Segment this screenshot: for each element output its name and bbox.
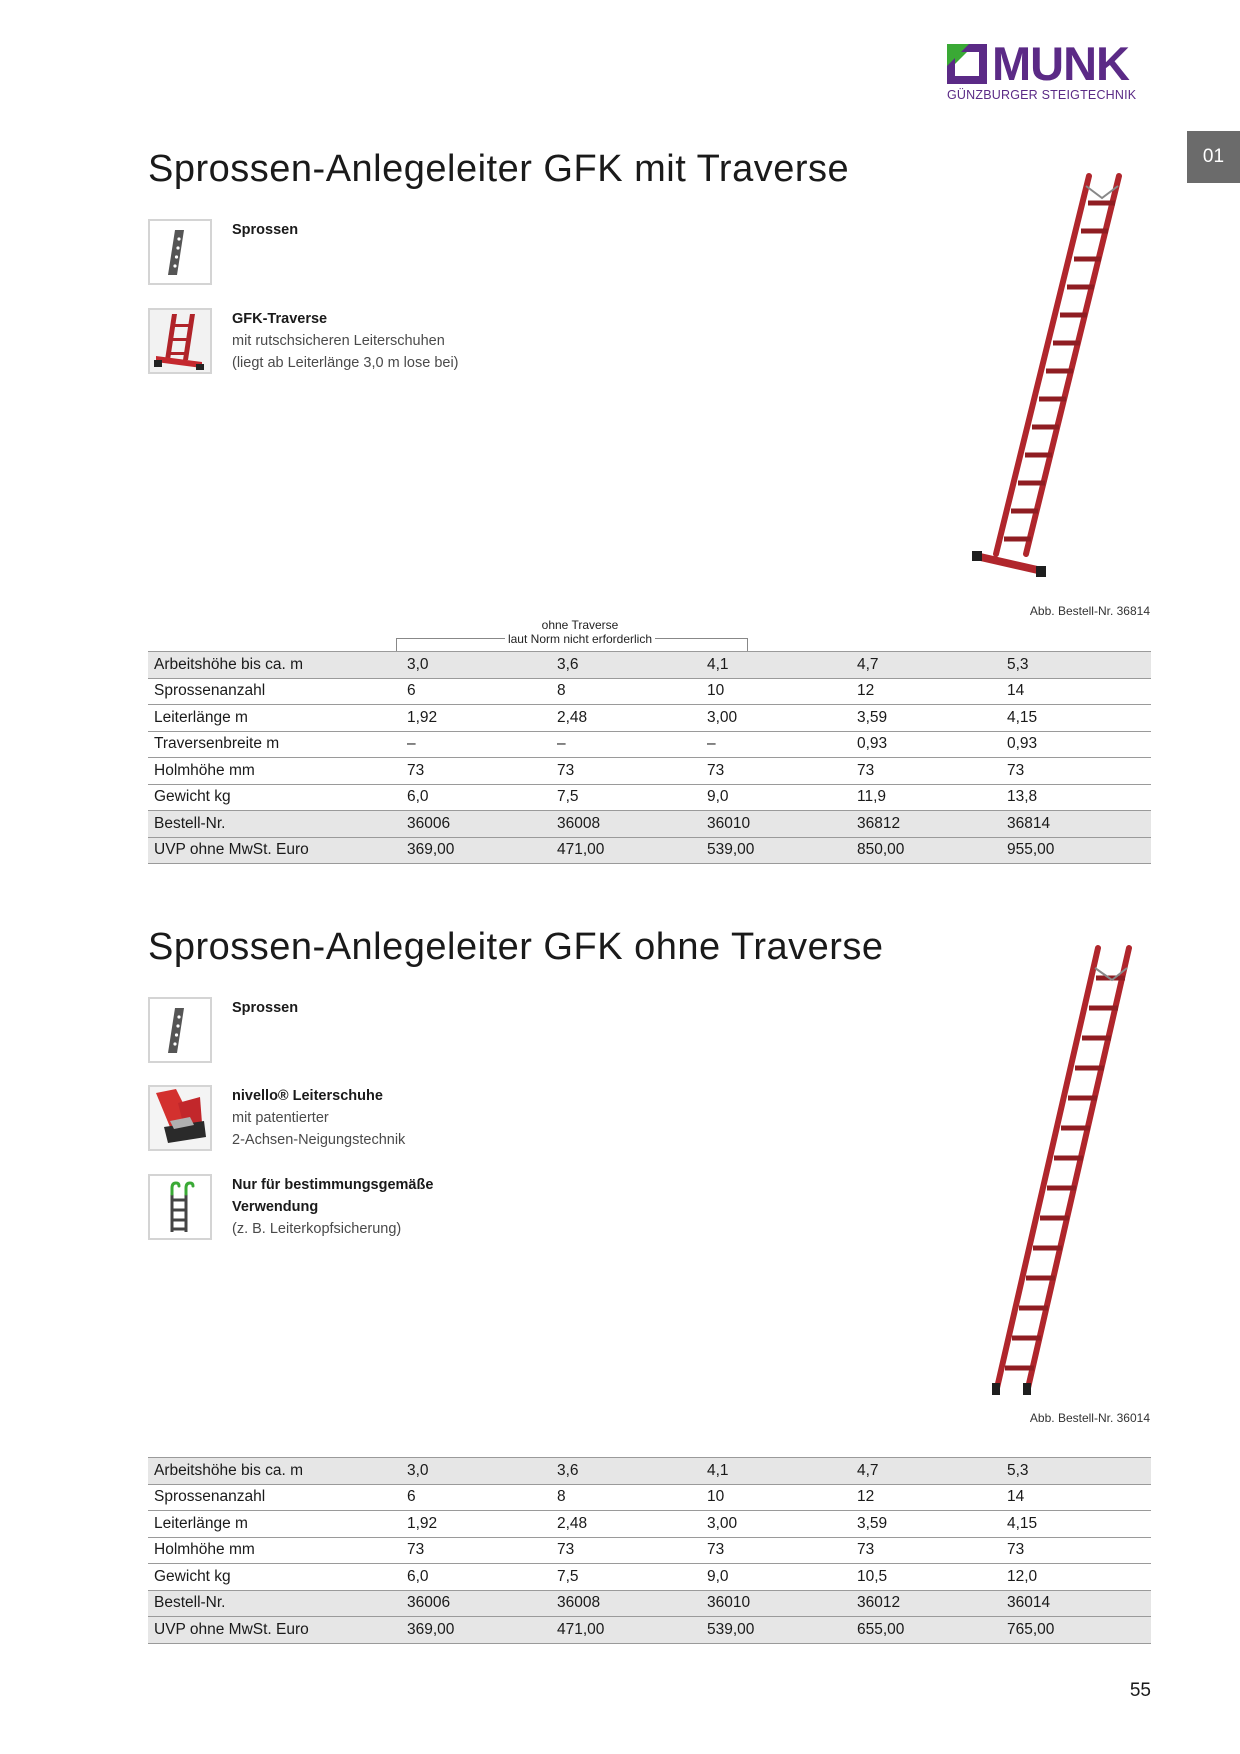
table-cell: 73 [1001, 1537, 1151, 1564]
feature-gfk-traverse [148, 308, 748, 378]
table-cell: 4,7 [851, 652, 1001, 679]
row-label: Gewicht kg [148, 784, 401, 811]
spec-table-without-traverse [148, 1457, 1151, 1644]
row-label: Sprossenanzahl [148, 678, 401, 705]
table-cell: 2,48 [551, 705, 701, 732]
table-cell: 369,00 [401, 1617, 551, 1644]
table-cell: 655,00 [851, 1617, 1001, 1644]
table-cell: 73 [401, 1537, 551, 1564]
table-row [148, 784, 1151, 811]
feature-line: 2-Achsen-Neigungstechnik [232, 1132, 406, 1148]
table-cell: 3,0 [401, 652, 551, 679]
row-label: Bestell-Nr. [148, 1590, 401, 1617]
table-cell: 539,00 [701, 837, 851, 864]
table-cell: 955,00 [1001, 837, 1151, 864]
feature-line: (liegt ab Leiterlänge 3,0 m lose bei) [232, 355, 459, 371]
page-number: 55 [1129, 1680, 1151, 1701]
table-cell: 6 [401, 1484, 551, 1511]
table-cell: – [551, 731, 701, 758]
table-cell: 369,00 [401, 837, 551, 864]
table-cell: 4,1 [701, 1458, 851, 1485]
table-cell: 3,59 [851, 705, 1001, 732]
bracket-note-line: laut Norm nicht erforderlich [505, 632, 655, 646]
ladder-hook-icon [148, 1174, 212, 1240]
row-label: Bestell-Nr. [148, 811, 401, 838]
row-label: UVP ohne MwSt. Euro [148, 837, 401, 864]
table-cell: – [701, 731, 851, 758]
feature-title: Nur für bestimmungsgemäße [232, 1177, 434, 1193]
row-label: Gewicht kg [148, 1564, 401, 1591]
feature-line: mit patentierter [232, 1110, 329, 1126]
table-cell: 10 [701, 1484, 851, 1511]
ladder-with-traverse-image [960, 168, 1130, 592]
table-cell: 36010 [701, 811, 851, 838]
ladder-shoe-photo [148, 1085, 212, 1151]
feature-title-continued: Verwendung [232, 1199, 319, 1215]
table-cell: 12 [851, 678, 1001, 705]
table-cell: 10,5 [851, 1564, 1001, 1591]
table-cell: 7,5 [551, 784, 701, 811]
table-row [148, 652, 1151, 679]
table-row [148, 1511, 1151, 1538]
table-cell: 1,92 [401, 705, 551, 732]
table-cell: 6,0 [401, 784, 551, 811]
table-cell: 73 [401, 758, 551, 785]
table-row [148, 678, 1151, 705]
table-row [148, 1484, 1151, 1511]
table-cell: 11,9 [851, 784, 1001, 811]
table-cell: 36012 [851, 1590, 1001, 1617]
feature-sprossen [148, 997, 748, 1067]
feature-title: nivello® Leiterschuhe [232, 1088, 383, 1104]
table-cell: 36008 [551, 811, 701, 838]
bracket-note-line: ohne Traverse [541, 618, 619, 632]
feature-bestimmungsgemaesse-verwendung [148, 1174, 748, 1244]
table-row [148, 1590, 1151, 1617]
table-cell: 765,00 [1001, 1617, 1151, 1644]
munk-logo-mark-icon [947, 44, 987, 84]
brand-name: MUNK [992, 37, 1129, 90]
row-label: Leiterlänge m [148, 1511, 401, 1538]
table-row [148, 731, 1151, 758]
table-cell: 850,00 [851, 837, 1001, 864]
table-cell: 36814 [1001, 811, 1151, 838]
row-label: Arbeitshöhe bis ca. m [148, 1458, 401, 1485]
row-label: Sprossenanzahl [148, 1484, 401, 1511]
table-cell: 73 [851, 758, 1001, 785]
table-cell: 36008 [551, 1590, 701, 1617]
table-row [148, 1458, 1151, 1485]
table-cell: 1,92 [401, 1511, 551, 1538]
table-cell: 36006 [401, 811, 551, 838]
table-cell: 73 [851, 1537, 1001, 1564]
table-cell: 4,15 [1001, 1511, 1151, 1538]
table-cell: – [401, 731, 551, 758]
table-cell: 5,3 [1001, 652, 1151, 679]
table-cell: 5,3 [1001, 1458, 1151, 1485]
row-label: Holmhöhe mm [148, 758, 401, 785]
brand-tagline: GÜNZBURGER STEIGTECHNIK [947, 88, 1137, 102]
table-cell: 73 [1001, 758, 1151, 785]
brand-logo [947, 37, 1151, 106]
section-title: Sprossen-Anlegeleiter GFK ohne Traverse [148, 926, 884, 968]
feature-title: Sprossen [232, 222, 299, 238]
feature-sprossen [148, 219, 748, 289]
feature-title: Sprossen [232, 1000, 299, 1016]
table-cell: 73 [551, 1537, 701, 1564]
table-cell: 6,0 [401, 1564, 551, 1591]
table-cell: 7,5 [551, 1564, 701, 1591]
table-row [148, 837, 1151, 864]
table-cell: 73 [701, 1537, 851, 1564]
table-cell: 4,1 [701, 652, 851, 679]
table-cell: 6 [401, 678, 551, 705]
table-cell: 14 [1001, 678, 1151, 705]
spec-table-with-traverse [148, 651, 1151, 864]
table-row [148, 1564, 1151, 1591]
table-row [148, 1617, 1151, 1644]
chapter-tab[interactable]: 01 [1187, 131, 1240, 183]
feature-nivello-leiterschuhe [148, 1085, 748, 1155]
ladder-without-traverse-image [985, 940, 1135, 1402]
table-cell: 3,6 [551, 652, 701, 679]
table-cell: 539,00 [701, 1617, 851, 1644]
row-label: Traversenbreite m [148, 731, 401, 758]
table-cell: 36010 [701, 1590, 851, 1617]
section-title: Sprossen-Anlegeleiter GFK mit Traverse [148, 148, 850, 190]
table-cell: 36812 [851, 811, 1001, 838]
table-cell: 36006 [401, 1590, 551, 1617]
table-cell: 8 [551, 1484, 701, 1511]
table-cell: 3,00 [701, 705, 851, 732]
table-cell: 4,7 [851, 1458, 1001, 1485]
table-cell: 0,93 [1001, 731, 1151, 758]
feature-line: (z. B. Leiterkopfsicherung) [232, 1221, 402, 1237]
row-label: Arbeitshöhe bis ca. m [148, 652, 401, 679]
table-cell: 3,6 [551, 1458, 701, 1485]
table-cell: 3,0 [401, 1458, 551, 1485]
table-cell: 12,0 [1001, 1564, 1151, 1591]
table-cell: 471,00 [551, 1617, 701, 1644]
image-caption: Abb. Bestell-Nr. 36814 [1029, 604, 1150, 618]
table-cell: 10 [701, 678, 851, 705]
feature-line: mit rutschsicheren Leiterschuhen [232, 333, 445, 349]
row-label: Holmhöhe mm [148, 1537, 401, 1564]
row-label: Leiterlänge m [148, 705, 401, 732]
table-cell: 0,93 [851, 731, 1001, 758]
table-cell: 3,00 [701, 1511, 851, 1538]
table-row [148, 1537, 1151, 1564]
table-row [148, 811, 1151, 838]
table-row [148, 758, 1151, 785]
feature-title: GFK-Traverse [232, 311, 328, 327]
table-cell: 73 [551, 758, 701, 785]
table-cell: 3,59 [851, 1511, 1001, 1538]
table-cell: 73 [701, 758, 851, 785]
rung-icon [148, 997, 212, 1063]
table-cell: 14 [1001, 1484, 1151, 1511]
table-cell: 4,15 [1001, 705, 1151, 732]
table-cell: 9,0 [701, 784, 851, 811]
table-cell: 8 [551, 678, 701, 705]
rung-icon [148, 219, 212, 285]
table-cell: 13,8 [1001, 784, 1151, 811]
row-label: UVP ohne MwSt. Euro [148, 1617, 401, 1644]
table-cell: 2,48 [551, 1511, 701, 1538]
table-cell: 9,0 [701, 1564, 851, 1591]
table-cell: 471,00 [551, 837, 701, 864]
image-caption: Abb. Bestell-Nr. 36014 [1029, 1411, 1150, 1425]
table-cell: 12 [851, 1484, 1001, 1511]
table-cell: 36014 [1001, 1590, 1151, 1617]
traverse-photo [148, 308, 212, 374]
bracket-note [452, 618, 708, 646]
table-row [148, 705, 1151, 732]
